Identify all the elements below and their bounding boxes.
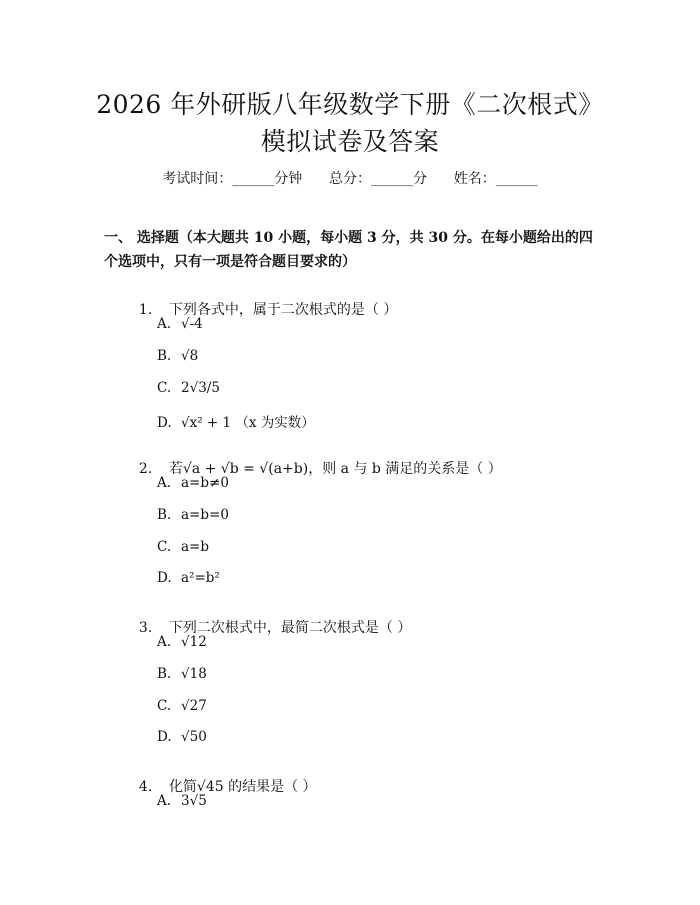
document-title-line-2: 模拟试卷及答案 [260,127,440,156]
option-text: a²=b² [181,570,220,586]
option-label: A. [157,634,172,650]
question-text: 化简√45 的结果是（ ） [168,779,317,795]
option-label: A. [157,475,172,491]
option-text: 3√5 [181,793,207,809]
question-4 [130,760,317,796]
option-text: √-4 [181,316,203,332]
option-text: √x² + 1 （x 为实数） [181,415,315,431]
option-label: C. [157,380,172,396]
option-text: a=b≠0 [181,475,229,491]
option-text: √8 [181,348,199,364]
option-text: √12 [181,634,207,650]
option-2d [157,570,220,586]
option-text: √27 [181,698,207,714]
option-label: A. [157,316,172,332]
question-1 [130,283,397,319]
question-2 [130,442,502,478]
option-2b [157,507,229,523]
option-label: D. [157,729,172,745]
question-number: 4. [138,779,153,795]
option-1a [157,316,203,332]
option-text: a=b [181,539,210,555]
option-text: 2√3/5 [181,380,220,396]
option-text: √18 [181,666,207,682]
question-text: 若√a + √b = √(a+b)，则 a 与 b 满足的关系是（ ） [168,461,502,477]
question-3 [130,601,411,637]
question-number: 1. [138,302,153,318]
option-label: B. [157,348,172,364]
option-3a [157,634,207,650]
option-4a [157,793,207,809]
option-3c [157,698,207,714]
question-text: 下列各式中，属于二次根式的是（ ） [168,302,398,318]
document-title-line-1: 2026 年外研版八年级数学下册《二次根式》 [96,90,604,119]
option-3d [157,729,207,745]
question-text: 下列二次根式中，最简二次根式是（ ） [168,620,412,636]
option-text: √50 [181,729,207,745]
section-heading: 一、 选择题（本大题共 10 小题，每小题 3 分，共 30 分。在每小题给出的四个选项中，只有一项是符合题目要求的） [104,230,593,270]
option-label: C. [157,698,172,714]
exam-meta-line: 考试时间：______分钟 总分：______分 姓名：______ [162,171,538,187]
option-label: C. [157,539,172,555]
option-label: A. [157,793,172,809]
option-1b [157,348,198,364]
question-number: 3. [138,620,153,636]
option-2c [157,539,209,555]
option-label: B. [157,507,172,523]
option-2a [157,475,229,491]
option-1c [157,380,220,396]
option-label: D. [157,570,172,586]
option-label: B. [157,666,172,682]
option-3b [157,666,207,682]
option-text: a=b=0 [181,507,229,523]
question-number: 2. [138,461,153,477]
option-label: D. [157,415,172,431]
option-1d [157,411,315,431]
